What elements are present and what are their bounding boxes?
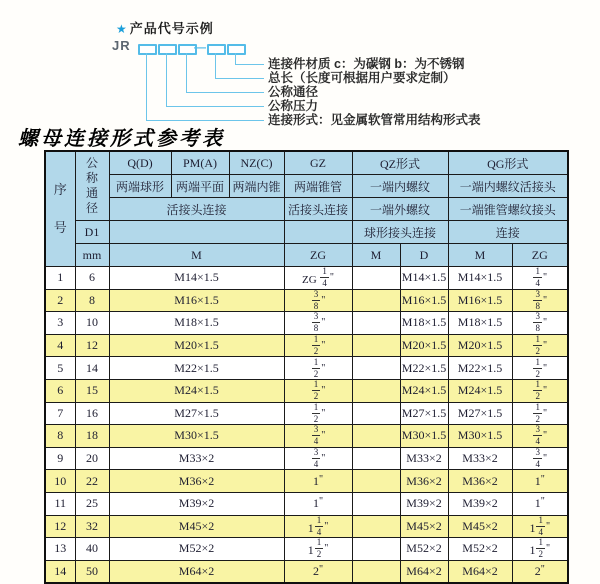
qg-zg-size-cell: $\frac{1}{2}$ ": [512, 379, 568, 402]
qz-d-cell: M27×1.5: [400, 402, 448, 425]
header-d1: D1: [75, 221, 109, 244]
metric-thread-cell: M20×1.5: [109, 334, 284, 357]
qg-m-cell: M20×1.5: [448, 334, 512, 357]
nominal-diameter-cell: 14: [75, 357, 109, 380]
nominal-diameter-cell: 40: [75, 538, 109, 561]
label-length: 总长（长度可根据用户要求定制）: [268, 71, 456, 85]
gz-taper-size-cell: $\frac{1}{2}$ ": [284, 334, 352, 357]
metric-thread-cell: M64×2: [109, 560, 284, 583]
qz-d-cell: M39×2: [400, 492, 448, 515]
connector-line: [146, 53, 147, 120]
connector-line: [235, 64, 264, 65]
gz-taper-size-cell: 1 $\frac{1}{2}$ ": [284, 538, 352, 561]
qz-d-cell: M16×1.5: [400, 289, 448, 312]
qz-m-cell: [352, 334, 400, 357]
connector-line: [166, 106, 264, 107]
nominal-diameter-cell: 25: [75, 492, 109, 515]
qg-zg-size-cell: 1 $\frac{1}{2}$ ": [512, 538, 568, 561]
metric-thread-cell: M18×1.5: [109, 312, 284, 335]
gz-taper-size-cell: ZG $\frac{1}{4}$ ": [284, 267, 352, 290]
nominal-diameter-cell: 12: [75, 334, 109, 357]
metric-thread-cell: M30×1.5: [109, 425, 284, 448]
qg-m-cell: M64×2: [448, 560, 512, 583]
table-header: [45, 151, 568, 267]
gz-taper-size-cell: $\frac{3}{4}$ ": [284, 425, 352, 448]
header-unit-d-qz: D: [400, 244, 448, 267]
header-unit-m-left: M: [109, 244, 284, 267]
qg-zg-size-cell: 1": [512, 492, 568, 515]
qg-zg-size-cell: $\frac{3}{8}$ ": [512, 312, 568, 335]
header-unit-mm: mm: [75, 244, 109, 267]
label-connection: 连接形式：见金属软管常用结构形式表: [268, 113, 481, 127]
header-sub-gz: 两端锥管: [284, 175, 352, 198]
code-segment-box: [207, 44, 226, 55]
gz-taper-size-cell: 1": [284, 470, 352, 493]
qg-m-cell: M27×1.5: [448, 402, 512, 425]
table-row: [45, 470, 568, 493]
code-segment-box: [227, 44, 246, 55]
seq-no-cell: 1: [45, 267, 75, 290]
header-unit-m-qz: M: [352, 244, 400, 267]
code-dash: —: [194, 40, 206, 54]
qz-d-cell: M33×2: [400, 447, 448, 470]
qz-m-cell: [352, 447, 400, 470]
seq-no-cell: 3: [45, 312, 75, 335]
label-diameter: 公称通径: [268, 85, 319, 99]
qg-m-cell: M14×1.5: [448, 267, 512, 290]
qg-zg-size-cell: $\frac{3}{4}$ ": [512, 425, 568, 448]
table-body: [45, 267, 568, 584]
qz-m-cell: [352, 402, 400, 425]
qz-d-cell: M64×2: [400, 560, 448, 583]
header-group-pma: PM(A): [171, 151, 229, 175]
qz-m-cell: [352, 379, 400, 402]
qz-m-cell: [352, 357, 400, 380]
nominal-diameter-cell: 16: [75, 402, 109, 425]
header-sub-nz: 两端内锥: [229, 175, 284, 198]
table-row: [45, 289, 568, 312]
seq-no-cell: 10: [45, 470, 75, 493]
table-row: [45, 334, 568, 357]
seq-no-cell: 4: [45, 334, 75, 357]
table-row: [45, 492, 568, 515]
table-row: [45, 447, 568, 470]
qz-m-cell: [352, 267, 400, 290]
qg-zg-size-cell: $\frac{1}{2}$ ": [512, 402, 568, 425]
seq-no-cell: 6: [45, 379, 75, 402]
qg-zg-size-cell: $\frac{1}{4}$ ": [512, 267, 568, 290]
metric-thread-cell: M36×2: [109, 470, 284, 493]
header-group-gz: GZ: [284, 151, 352, 175]
nominal-diameter-cell: 10: [75, 312, 109, 335]
code-segment-box: [158, 44, 177, 55]
header-sub-q: 两端球形: [109, 175, 171, 198]
qg-zg-size-cell: $\frac{1}{2}$ ": [512, 334, 568, 357]
qz-m-cell: [352, 492, 400, 515]
nominal-diameter-cell: 8: [75, 289, 109, 312]
qz-m-cell: [352, 560, 400, 583]
table-row: [45, 312, 568, 335]
header-union-left: 活接头连接: [109, 198, 284, 221]
header-union-gz: 活接头连接: [284, 198, 352, 221]
header-group-qd: Q(D): [109, 151, 171, 175]
code-prefix: JR: [112, 38, 131, 53]
qg-m-cell: M33×2: [448, 447, 512, 470]
qz-m-cell: [352, 289, 400, 312]
seq-no-cell: 2: [45, 289, 75, 312]
seq-no-cell: 11: [45, 492, 75, 515]
gz-taper-size-cell: 1 $\frac{1}{4}$ ": [284, 515, 352, 538]
metric-thread-cell: M14×1.5: [109, 267, 284, 290]
metric-thread-cell: M16×1.5: [109, 289, 284, 312]
qz-m-cell: [352, 312, 400, 335]
header-group-qg: QG形式: [448, 151, 568, 175]
table-row: [45, 560, 568, 583]
qg-m-cell: M30×1.5: [448, 425, 512, 448]
qz-d-cell: M20×1.5: [400, 334, 448, 357]
header-connection-qg: 连接: [448, 221, 568, 244]
metric-thread-cell: M52×2: [109, 538, 284, 561]
header-unit-zg-qg: ZG: [512, 244, 568, 267]
nominal-diameter-cell: 15: [75, 379, 109, 402]
gz-taper-size-cell: $\frac{1}{2}$ ": [284, 379, 352, 402]
header-ball-joint-qz: 球形接头连接: [352, 221, 448, 244]
nominal-diameter-cell: 32: [75, 515, 109, 538]
qz-d-cell: M30×1.5: [400, 425, 448, 448]
metric-thread-cell: M22×1.5: [109, 357, 284, 380]
qg-m-cell: M18×1.5: [448, 312, 512, 335]
table-row: [45, 425, 568, 448]
metric-thread-cell: M45×2: [109, 515, 284, 538]
qg-zg-size-cell: $\frac{1}{2}$ ": [512, 357, 568, 380]
qz-d-cell: M18×1.5: [400, 312, 448, 335]
table-title: 螺母连接形式参考表: [18, 126, 225, 150]
nominal-diameter-cell: 6: [75, 267, 109, 290]
seq-no-cell: 14: [45, 560, 75, 583]
connector-line: [235, 53, 236, 64]
qg-m-cell: M36×2: [448, 470, 512, 493]
qz-d-cell: M14×1.5: [400, 267, 448, 290]
empty-cell: [284, 221, 352, 244]
nominal-diameter-cell: 22: [75, 470, 109, 493]
qg-m-cell: M39×2: [448, 492, 512, 515]
seq-no-cell: 5: [45, 357, 75, 380]
qz-d-cell: M24×1.5: [400, 379, 448, 402]
connector-line: [215, 78, 264, 79]
qz-d-cell: M45×2: [400, 515, 448, 538]
gz-taper-size-cell: $\frac{3}{4}$ ": [284, 447, 352, 470]
seq-no-cell: 8: [45, 425, 75, 448]
qg-zg-size-cell: 1 $\frac{1}{4}$ ": [512, 515, 568, 538]
table-row: [45, 379, 568, 402]
connector-line: [186, 53, 187, 92]
header-ext-thread-qz: 一端外螺纹: [352, 198, 448, 221]
qg-m-cell: M16×1.5: [448, 289, 512, 312]
label-pressure: 公称压力: [268, 99, 319, 113]
qg-m-cell: M24×1.5: [448, 379, 512, 402]
header-taper-joint-qg: 一端锥管螺纹接头: [448, 198, 568, 221]
seq-no-cell: 9: [45, 447, 75, 470]
header-group-qz: QZ形式: [352, 151, 448, 175]
header-unit-zg-gz: ZG: [284, 244, 352, 267]
seq-no-cell: 7: [45, 402, 75, 425]
metric-thread-cell: M33×2: [109, 447, 284, 470]
seq-no-cell: 12: [45, 515, 75, 538]
header-sub-qz: 一端内螺纹: [352, 175, 448, 198]
qz-m-cell: [352, 425, 400, 448]
connector-line: [215, 53, 216, 78]
qz-m-cell: [352, 538, 400, 561]
nominal-diameter-cell: 50: [75, 560, 109, 583]
diagram-title: [116, 18, 214, 37]
table-row: [45, 538, 568, 561]
gz-taper-size-cell: 1": [284, 492, 352, 515]
metric-thread-cell: M24×1.5: [109, 379, 284, 402]
table-row: [45, 267, 568, 290]
table-row: [45, 515, 568, 538]
label-material: 连接件材质 c：为碳钢 b：为不锈钢: [268, 57, 465, 71]
empty-cell: [109, 221, 284, 244]
code-segment-box: [138, 44, 157, 55]
qg-zg-size-cell: 2": [512, 560, 568, 583]
metric-thread-cell: M39×2: [109, 492, 284, 515]
nut-connection-reference-table: [44, 150, 569, 584]
qz-d-cell: M36×2: [400, 470, 448, 493]
diagram-title-text: 产品代号示例: [129, 21, 214, 36]
star-icon: ★: [116, 22, 128, 36]
header-group-nzc: NZ(C): [229, 151, 284, 175]
qz-d-cell: M22×1.5: [400, 357, 448, 380]
qg-m-cell: M52×2: [448, 538, 512, 561]
nominal-diameter-cell: 20: [75, 447, 109, 470]
connector-line: [166, 53, 167, 106]
qg-m-cell: M45×2: [448, 515, 512, 538]
qg-m-cell: M22×1.5: [448, 357, 512, 380]
metric-thread-cell: M27×1.5: [109, 402, 284, 425]
qz-m-cell: [352, 515, 400, 538]
qg-zg-size-cell: $\frac{3}{8}$ ": [512, 289, 568, 312]
qz-d-cell: M52×2: [400, 538, 448, 561]
header-unit-m-qg: M: [448, 244, 512, 267]
qg-zg-size-cell: 1": [512, 470, 568, 493]
gz-taper-size-cell: 2": [284, 560, 352, 583]
header-seq-no: 序号: [45, 151, 75, 267]
gz-taper-size-cell: $\frac{1}{2}$ ": [284, 357, 352, 380]
table-row: [45, 357, 568, 380]
gz-taper-size-cell: $\frac{3}{8}$ ": [284, 312, 352, 335]
connector-line: [186, 92, 264, 93]
header-sub-qg: 一端内螺纹活接头: [448, 175, 568, 198]
product-code-diagram: [0, 0, 600, 125]
qz-m-cell: [352, 470, 400, 493]
table-row: [45, 402, 568, 425]
qg-zg-size-cell: $\frac{3}{4}$ ": [512, 447, 568, 470]
nominal-diameter-cell: 18: [75, 425, 109, 448]
connector-line: [146, 120, 264, 121]
gz-taper-size-cell: $\frac{3}{8}$ ": [284, 289, 352, 312]
header-sub-pm: 两端平面: [171, 175, 229, 198]
gz-taper-size-cell: $\frac{1}{2}$ ": [284, 402, 352, 425]
header-nominal-diameter: 公称通径: [75, 151, 109, 221]
seq-no-cell: 13: [45, 538, 75, 561]
